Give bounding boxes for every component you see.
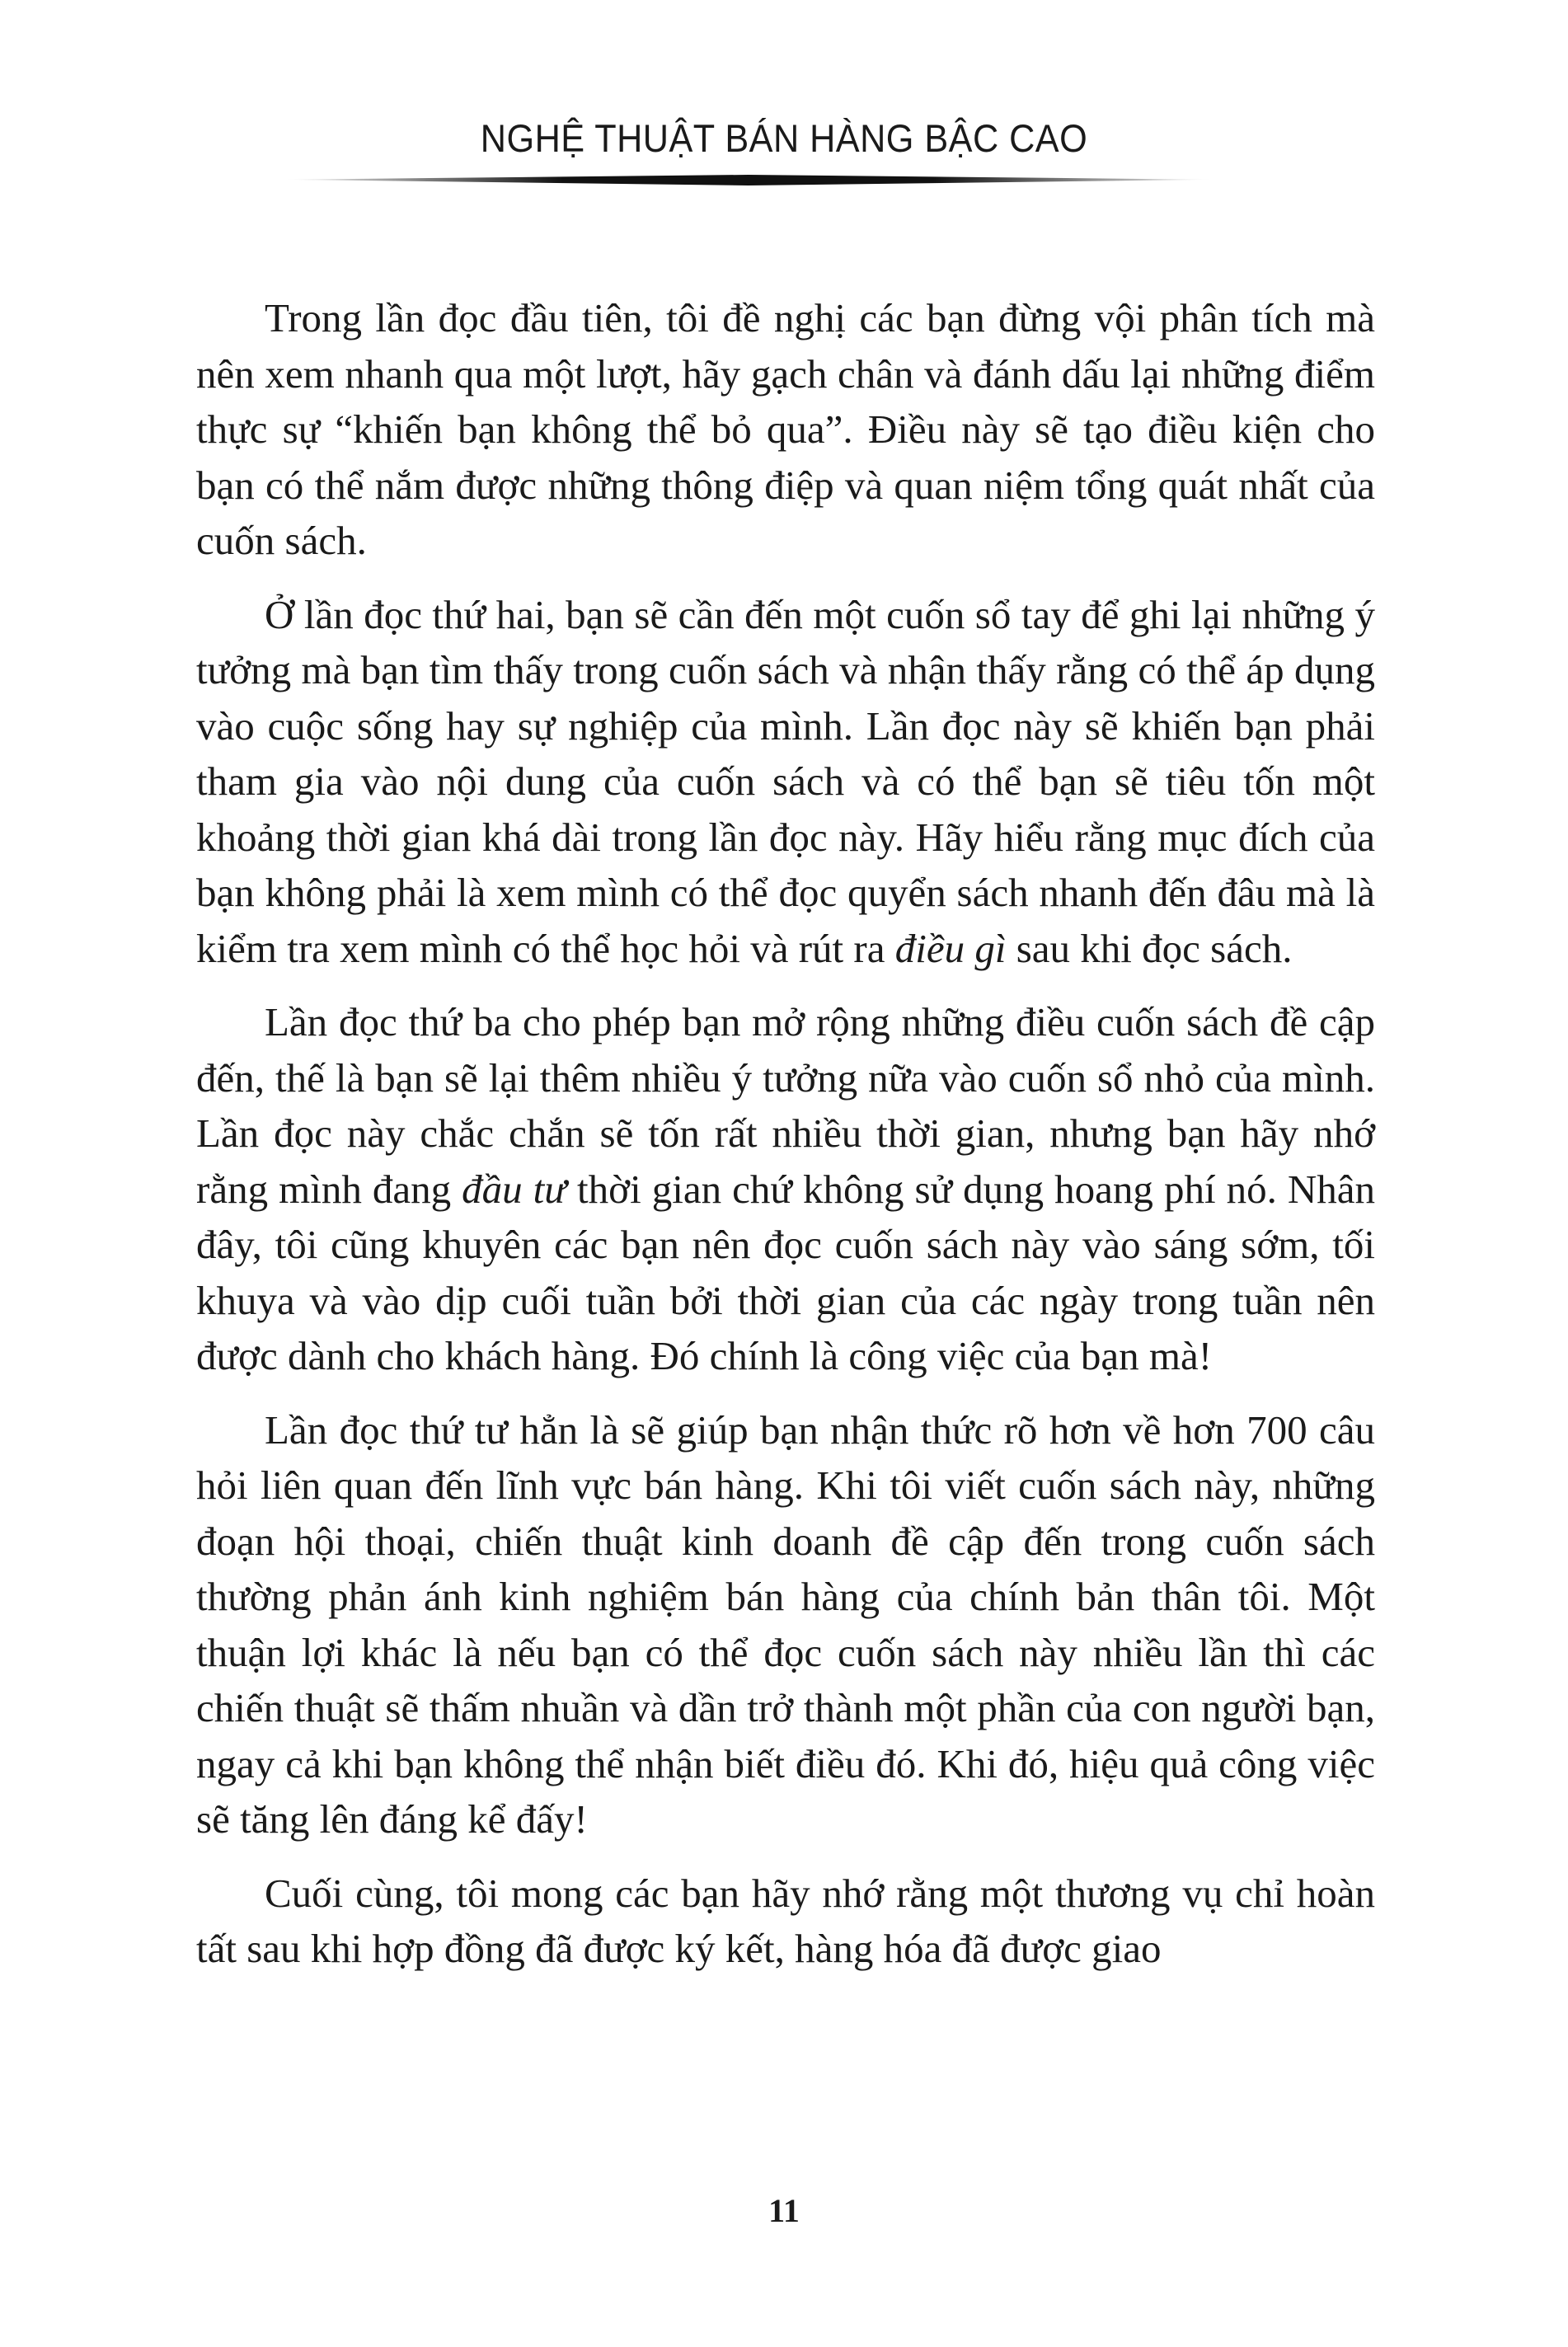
paragraph-3-text-end: thời gian chứ không sử dụng hoang phí nó. Nhân đây, tôi cũng khuyên các bạn nên đọc cuốn sách này vào sáng sớm, tối khuya và vào dịp cuối tuần bởi thời gian của các ngày trong tuần nên được dành cho khách hàng. Đó chính là công việc của bạn mà! (196, 1166, 1375, 1378)
body-text (196, 290, 1375, 1995)
paragraph-2-text: Ở lần đọc thứ hai, bạn sẽ cần đến một cuốn sổ tay để ghi lại những ý tưởng mà bạn tìm thấy trong cuốn sách và nhận thấy rằng có thể áp dụng vào cuộc sống hay sự nghiệp của mình. Lần đọc này sẽ khiến bạn phải tham gia vào nội dung của cuốn sách và có thể bạn sẽ tiêu tốn một khoảng thời gian khá dài trong lần đọc này. Hãy hiểu rằng mục đích của bạn không phải là xem mình có thể đọc quyển sách nhanh đến đâu mà là kiểm tra xem mình có thể học hỏi và rút ra (196, 591, 1375, 971)
paragraph-1: Trong lần đọc đầu tiên, tôi đề nghị các bạn đừng vội phân tích mà nên xem nhanh qua một lượt, hãy gạch chân và đánh dấu lại những điểm thực sự “khiến bạn không thể bỏ qua”. Điều này sẽ tạo điều kiện cho bạn có thể nắm được những thông điệp và quan niệm tổng quát nhất của cuốn sách. (196, 295, 1375, 563)
paragraph-2-emphasis: điều gì (894, 925, 1007, 971)
page-number: 11 (768, 2192, 800, 2229)
paragraph-5: Cuối cùng, tôi mong các bạn hãy nhớ rằng một thương vụ chỉ hoàn tất sau khi hợp đồng đã được ký kết, hàng hóa đã được giao (196, 1870, 1375, 1971)
paragraph-3-emphasis: đầu tư (462, 1166, 567, 1212)
header-rule (284, 175, 1212, 185)
paragraph-2 (196, 587, 1375, 977)
paragraph-3 (196, 994, 1375, 1384)
running-header: NGHỆ THUẬT BÁN HÀNG BẬC CAO (480, 116, 1088, 160)
paragraph-3-text: Lần đọc thứ ba cho phép bạn mở rộng những điều cuốn sách đề cập đến, thế là bạn sẽ lại thêm nhiều ý tưởng nữa vào cuốn sổ nhỏ của mình. Lần đọc này chắc chắn sẽ tốn rất nhiều thời gian, nhưng bạn hãy nhớ rằng mình đang (196, 999, 1375, 1212)
paragraph-4: Lần đọc thứ tư hẳn là sẽ giúp bạn nhận thức rõ hơn về hơn 700 câu hỏi liên quan đến lĩnh vực bán hàng. Khi tôi viết cuốn sách này, những đoạn hội thoại, chiến thuật kinh doanh đề cập đến trong cuốn sách thường phản ánh kinh nghiệm bán hàng của chính bản thân tôi. Một thuận lợi khác là nếu bạn có thể đọc cuốn sách này nhiều lần thì các chiến thuật sẽ thấm nhuần và dần trở thành một phần của con người bạn, ngay cả khi bạn không thể nhận biết điều đó. Khi đó, hiệu quả công việc sẽ tăng lên đáng kể đấy! (196, 1406, 1375, 1842)
paragraph-2-text-end: sau khi đọc sách. (1006, 925, 1293, 971)
